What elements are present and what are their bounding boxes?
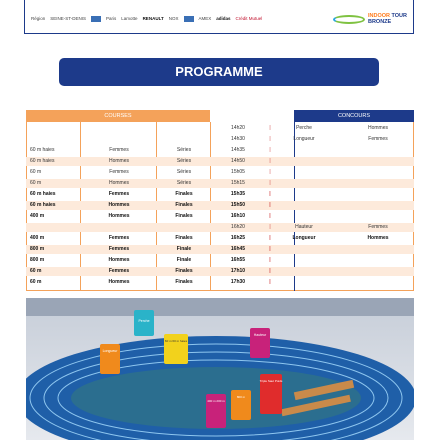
row-phase: Séries: [176, 158, 192, 164]
row-concours-event: [276, 267, 332, 276]
row-concours-event: Perche: [296, 125, 312, 131]
row-separator: |: [269, 224, 271, 230]
sponsor-logo: AMEX: [198, 15, 212, 21]
row-separator: |: [269, 180, 271, 186]
sponsor-logo: Crédit Mutuel: [235, 15, 263, 21]
row-phase: Finale: [176, 246, 192, 252]
concours-header: CONCOURS: [294, 110, 414, 122]
table-row: [26, 179, 414, 188]
row-concours-category: [344, 168, 412, 177]
row-event: [30, 223, 80, 232]
row-category: Femmes: [108, 246, 130, 252]
table-row: [26, 256, 414, 265]
row-event: 60 m haies: [30, 191, 56, 197]
row-event: 60 m haies: [30, 202, 56, 208]
row-phase: Séries: [176, 180, 192, 186]
row-time: 16h20: [231, 224, 245, 230]
row-event: 60 m: [30, 279, 42, 285]
sponsor-logo: adidas: [216, 15, 231, 21]
row-phase: Finales: [175, 191, 193, 197]
sponsor-logo: RENAULT: [142, 15, 164, 21]
row-concours-category: [344, 190, 412, 199]
row-phase: Séries: [176, 169, 192, 175]
row-phase: Séries: [176, 147, 192, 153]
event-swoosh-icon: [333, 15, 365, 24]
row-category: [82, 223, 156, 232]
row-phase: Finales: [175, 213, 193, 219]
row-separator: |: [269, 169, 271, 175]
row-concours-category: Hommes: [367, 235, 389, 241]
event-sign-60m: [164, 334, 188, 364]
sponsor-logo: Région: [31, 15, 46, 21]
row-category: Hommes: [108, 257, 130, 263]
row-separator: |: [269, 246, 271, 252]
row-category: [82, 124, 156, 133]
row-category: Hommes: [108, 158, 129, 164]
table-row: [26, 157, 414, 166]
row-concours-event: [276, 278, 332, 287]
row-separator: |: [269, 158, 271, 164]
svg-text:800 m: 800 m: [236, 395, 246, 399]
row-concours-event: [276, 201, 332, 210]
row-category: Femmes: [109, 169, 129, 175]
row-phase: Finales: [175, 268, 193, 274]
row-category: Hommes: [108, 213, 130, 219]
sponsor-logo-mark: [184, 16, 194, 22]
sponsor-logo: SEINE-ST-DENIS: [50, 15, 87, 21]
row-separator: |: [269, 202, 271, 208]
table-row: [26, 201, 414, 210]
row-concours-event: [276, 179, 332, 188]
event-sign-perche: [134, 310, 154, 336]
row-concours-event: [276, 245, 332, 254]
row-concours-event: Longueur: [293, 136, 315, 142]
event-sign-800m: [231, 390, 251, 420]
row-separator: |: [269, 279, 271, 285]
row-concours-event: [276, 157, 332, 166]
row-time: 15h50: [230, 202, 246, 208]
row-concours-category: [344, 201, 412, 210]
row-category: Femmes: [109, 147, 129, 153]
row-separator: |: [269, 235, 271, 241]
table-row: [26, 135, 414, 144]
row-concours-event: Longueur: [292, 235, 316, 241]
row-event: 60 m: [30, 180, 42, 186]
row-separator: |: [269, 268, 271, 274]
svg-text:Triple Saut Poids: Triple Saut Poids: [259, 379, 283, 383]
table-row: [26, 190, 414, 199]
row-concours-category: [344, 179, 412, 188]
row-concours-event: Hauteur: [295, 224, 313, 230]
row-time: 16h25: [230, 235, 246, 241]
row-separator: |: [269, 136, 271, 142]
svg-text:400 m 200 m: 400 m 200 m: [207, 399, 225, 403]
row-event: 800 m: [30, 246, 45, 252]
row-event: 800 m: [30, 257, 45, 263]
event-sign-400m: [206, 394, 226, 428]
sponsor-strip: [24, 0, 414, 34]
row-category: Femmes: [108, 191, 130, 197]
row-phase: [158, 135, 210, 144]
table-row: [26, 146, 414, 155]
row-phase: [158, 124, 210, 133]
event-sign-hauteur: [250, 328, 270, 358]
table-row: [26, 278, 414, 287]
event-sign-triple-saut: [260, 374, 283, 414]
row-concours-category: [344, 146, 412, 155]
table-row: [26, 124, 414, 133]
row-concours-event: [276, 146, 332, 155]
row-category: Femmes: [108, 268, 130, 274]
row-category: Hommes: [108, 202, 130, 208]
row-time: 16h45: [230, 246, 246, 252]
row-separator: |: [269, 213, 271, 219]
row-event: [30, 124, 80, 133]
table-row: [26, 245, 414, 254]
row-phase: Finales: [175, 235, 193, 241]
row-category: Hommes: [108, 279, 130, 285]
row-time: 14h30: [231, 136, 245, 142]
table-row: [26, 223, 414, 232]
row-time: 16h55: [230, 257, 246, 263]
track-illustration-svg: [26, 298, 414, 440]
table-row: [26, 267, 414, 276]
row-concours-event: [276, 168, 332, 177]
table-row: [26, 168, 414, 177]
row-time: 14h50: [231, 158, 245, 164]
row-phase: [158, 223, 210, 232]
row-time: 15h05: [231, 169, 245, 175]
row-category: [82, 135, 156, 144]
row-concours-category: [344, 278, 412, 287]
arena-banner: [26, 298, 414, 316]
event-sign-longueur: [100, 344, 120, 374]
row-event: 60 m haies: [30, 158, 55, 164]
row-time: 17h10: [230, 268, 246, 274]
row-category: Hommes: [108, 180, 129, 186]
row-event: 400 m: [30, 235, 45, 241]
row-separator: |: [269, 257, 271, 263]
event-logo-text: INDOOR TOUR BRONZE: [367, 13, 407, 25]
row-event: [30, 135, 80, 144]
row-event: 60 m: [30, 169, 42, 175]
svg-text:Hauteur: Hauteur: [253, 333, 267, 337]
row-concours-category: [344, 212, 412, 221]
row-concours-category: [344, 245, 412, 254]
row-concours-category: [344, 157, 412, 166]
sponsor-logo-mark: [91, 16, 101, 22]
row-separator: |: [269, 191, 271, 197]
sponsor-logos: [31, 12, 407, 26]
row-concours-event: [276, 256, 332, 265]
row-concours-category: Hommes: [367, 125, 388, 131]
row-time: 15h15: [231, 180, 245, 186]
row-concours-category: [344, 256, 412, 265]
row-separator: |: [269, 125, 271, 131]
row-category: Femmes: [108, 235, 130, 241]
track-illustration: [26, 298, 414, 440]
row-time: 17h30: [230, 279, 246, 285]
sponsor-logo: Lamotte: [121, 15, 138, 21]
row-time: 14h20: [231, 125, 245, 131]
svg-text:Perche: Perche: [138, 319, 150, 323]
row-time: 15h35: [230, 191, 246, 197]
row-concours-event: [276, 212, 332, 221]
row-phase: Finale: [176, 257, 192, 263]
row-concours-event: [276, 190, 332, 199]
row-concours-category: Femmes: [368, 224, 388, 230]
row-event: 60 m haies: [30, 147, 55, 153]
table-row: [26, 234, 414, 243]
schedule-table: [26, 110, 414, 291]
table-row: [26, 212, 414, 221]
sponsor-logo: NOX: [168, 15, 179, 21]
row-concours-category: Femmes: [368, 136, 388, 142]
row-time: 16h10: [230, 213, 246, 219]
row-separator: |: [269, 147, 271, 153]
programme-title: PROGRAMME: [59, 58, 379, 86]
sponsor-logo: Paris: [106, 15, 117, 21]
event-logo: [333, 13, 407, 25]
row-event: 60 m: [30, 268, 42, 274]
svg-text:Longueur: Longueur: [102, 349, 118, 353]
courses-header: COURSES: [26, 110, 210, 122]
row-time: 14h35: [231, 147, 245, 153]
svg-text:60 m 60 m haies: 60 m 60 m haies: [164, 339, 188, 343]
row-phase: Finales: [175, 279, 193, 285]
row-phase: Finales: [175, 202, 193, 208]
row-event: 400 m: [30, 213, 45, 219]
row-concours-category: [344, 267, 412, 276]
